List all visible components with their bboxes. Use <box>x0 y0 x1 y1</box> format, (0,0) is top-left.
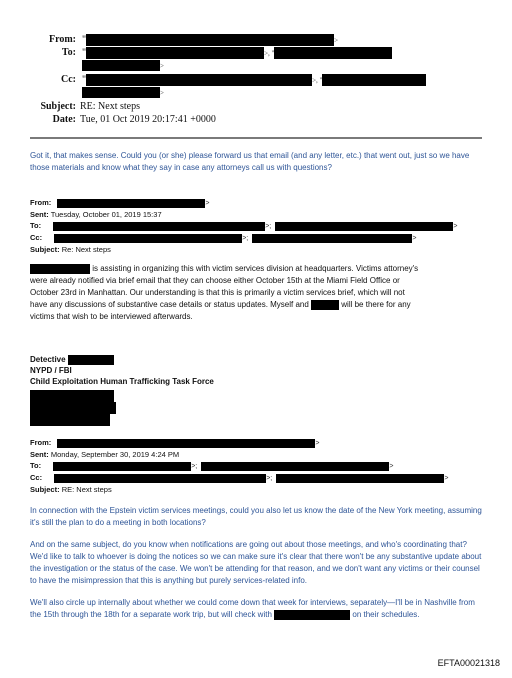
redacted-block <box>274 47 392 59</box>
body-line: October 23rd in Manhattan. Our understanding is that this is primarily a victim services brief, which will not <box>30 288 405 297</box>
sent-value: Monday, September 30, 2019 4:24 PM <box>50 450 180 459</box>
quote-mark: " <box>82 47 87 59</box>
msg2-subject-row <box>30 244 490 255</box>
from-label: From: <box>30 438 52 447</box>
cc-value-cont <box>82 87 164 98</box>
header-divider <box>30 137 482 139</box>
msg3-paragraph-1: In connection with the Epstein victim services meetings, could you also let us know the date of the New York meeting, assuming it's still the plan to do a meeting in both locations? <box>30 506 482 527</box>
to-value-cont <box>82 60 164 71</box>
date-label: Date: <box>52 114 76 125</box>
redacted-block <box>53 222 265 231</box>
sent-label: Sent: <box>30 210 49 219</box>
reply-paragraph: Got it, that makes sense. Could you (or she) please forward us that email (and any letter, etc.) that went out, just so we have those materials and know what they say in case any attorneys call us with questions? <box>30 151 470 172</box>
msg3-subject-row <box>30 484 490 495</box>
subject-value: RE: Next steps <box>61 485 112 494</box>
redacted-block <box>86 47 264 59</box>
signature-block <box>30 354 430 426</box>
msg2-cc-row <box>30 232 490 244</box>
msg2-body <box>30 263 490 323</box>
cc-label: Cc: <box>30 473 43 482</box>
msg3-from-row <box>30 437 490 449</box>
redacted-block <box>252 234 412 243</box>
msg3-sent-row <box>30 449 490 460</box>
msg2-header <box>30 197 490 255</box>
separator: >, " <box>264 49 275 58</box>
msg3-to-row <box>30 460 490 472</box>
subject-label: Subject: <box>30 245 60 254</box>
msg2-from-row <box>30 197 490 209</box>
gt-mark: > <box>412 235 417 242</box>
redacted-block <box>30 264 90 274</box>
subject-label: Subject: <box>30 485 60 494</box>
gt-mark: > <box>205 200 210 207</box>
email-header <box>0 0 512 130</box>
redacted-block <box>30 414 110 426</box>
redacted-block <box>322 74 426 86</box>
cc-value <box>82 74 426 86</box>
separator: >; <box>191 463 198 470</box>
redacted-block <box>68 355 114 365</box>
from-label: From: <box>30 198 52 207</box>
redacted-block <box>276 474 444 483</box>
redacted-block <box>30 390 114 402</box>
msg3-cc-row <box>30 472 490 484</box>
redacted-block <box>274 610 350 620</box>
separator: >; <box>266 475 273 482</box>
document-id: EFTA00021318 <box>437 658 500 668</box>
subject-label: Subject: <box>40 101 76 112</box>
sent-value: Tuesday, October 01, 2019 15:37 <box>50 210 162 219</box>
gt-mark: > <box>315 440 320 447</box>
from-value <box>82 34 338 46</box>
msg2-to-row <box>30 220 490 232</box>
separator: >; <box>242 235 249 242</box>
sig-title: Detective <box>30 355 66 364</box>
subject-value: RE: Next steps <box>80 101 140 112</box>
body-line: have any discussions of substantive case details or status updates. Myself and will be there for any <box>30 300 411 309</box>
msg3-paragraph-2: And on the same subject, do you know when notifications are going out about those meetings, and who's coordinating that? We'd like to talk to whoever is doing the notices so we can make sure it's clear that there won't be any substantive update about the investigation or the status of the case. We won't be attending for that reason, and we don't want any victims or their counsel to have the misimpression that this is anything but purely services-related info. <box>30 540 482 585</box>
to-label: To: <box>30 461 42 470</box>
cc-label: Cc: <box>61 74 76 85</box>
redacted-block <box>311 300 339 310</box>
body-line: victims that wish to be interviewed afterwards. <box>30 312 193 321</box>
to-value <box>82 47 392 59</box>
cc-label: Cc: <box>30 233 43 242</box>
separator: >, " <box>312 76 323 85</box>
redacted-block <box>82 60 160 71</box>
sent-label: Sent: <box>30 450 49 459</box>
gt-mark: > <box>160 62 164 70</box>
redacted-block <box>86 34 334 46</box>
redacted-block <box>86 74 312 86</box>
from-label: From: <box>48 34 76 45</box>
quote-mark: " <box>82 34 87 46</box>
redacted-block <box>54 234 242 243</box>
quote-mark: " <box>82 74 87 86</box>
redacted-block <box>57 199 205 208</box>
redacted-block <box>53 462 191 471</box>
redacted-block <box>82 87 160 98</box>
sig-agency: NYPD / FBI <box>30 366 72 375</box>
msg3-header <box>30 437 490 495</box>
redacted-block <box>54 474 266 483</box>
to-label: To: <box>61 47 76 58</box>
msg3-paragraph-3: We'll also circle up internally about whether we could come down that week for interviews, separately—I'll be in Nashville from the 15th through the 18th for a separate work trip, but will check with on their schedules. <box>30 598 475 619</box>
gt-mark: > <box>334 36 339 45</box>
body-line: is assisting in organizing this with victim services division at headquarters. Victims attorney's <box>30 263 490 275</box>
date-value: Tue, 01 Oct 2019 20:17:41 +0000 <box>80 114 216 125</box>
msg2-sent-row <box>30 209 490 220</box>
redacted-block <box>201 462 389 471</box>
gt-mark: > <box>389 463 394 470</box>
sig-unit: Child Exploitation Human Trafficking Task Force <box>30 377 214 386</box>
subject-value: Re: Next steps <box>61 245 111 254</box>
body-line: were already notified via brief email that they can choose either October 15th at the Miami Field Office or <box>30 276 400 285</box>
to-label: To: <box>30 221 42 230</box>
separator: >; <box>265 223 272 230</box>
redacted-block <box>30 402 116 414</box>
redacted-block <box>275 222 453 231</box>
gt-mark: > <box>444 475 449 482</box>
gt-mark: > <box>453 223 458 230</box>
redacted-block <box>57 439 315 448</box>
gt-mark: > <box>160 89 164 97</box>
